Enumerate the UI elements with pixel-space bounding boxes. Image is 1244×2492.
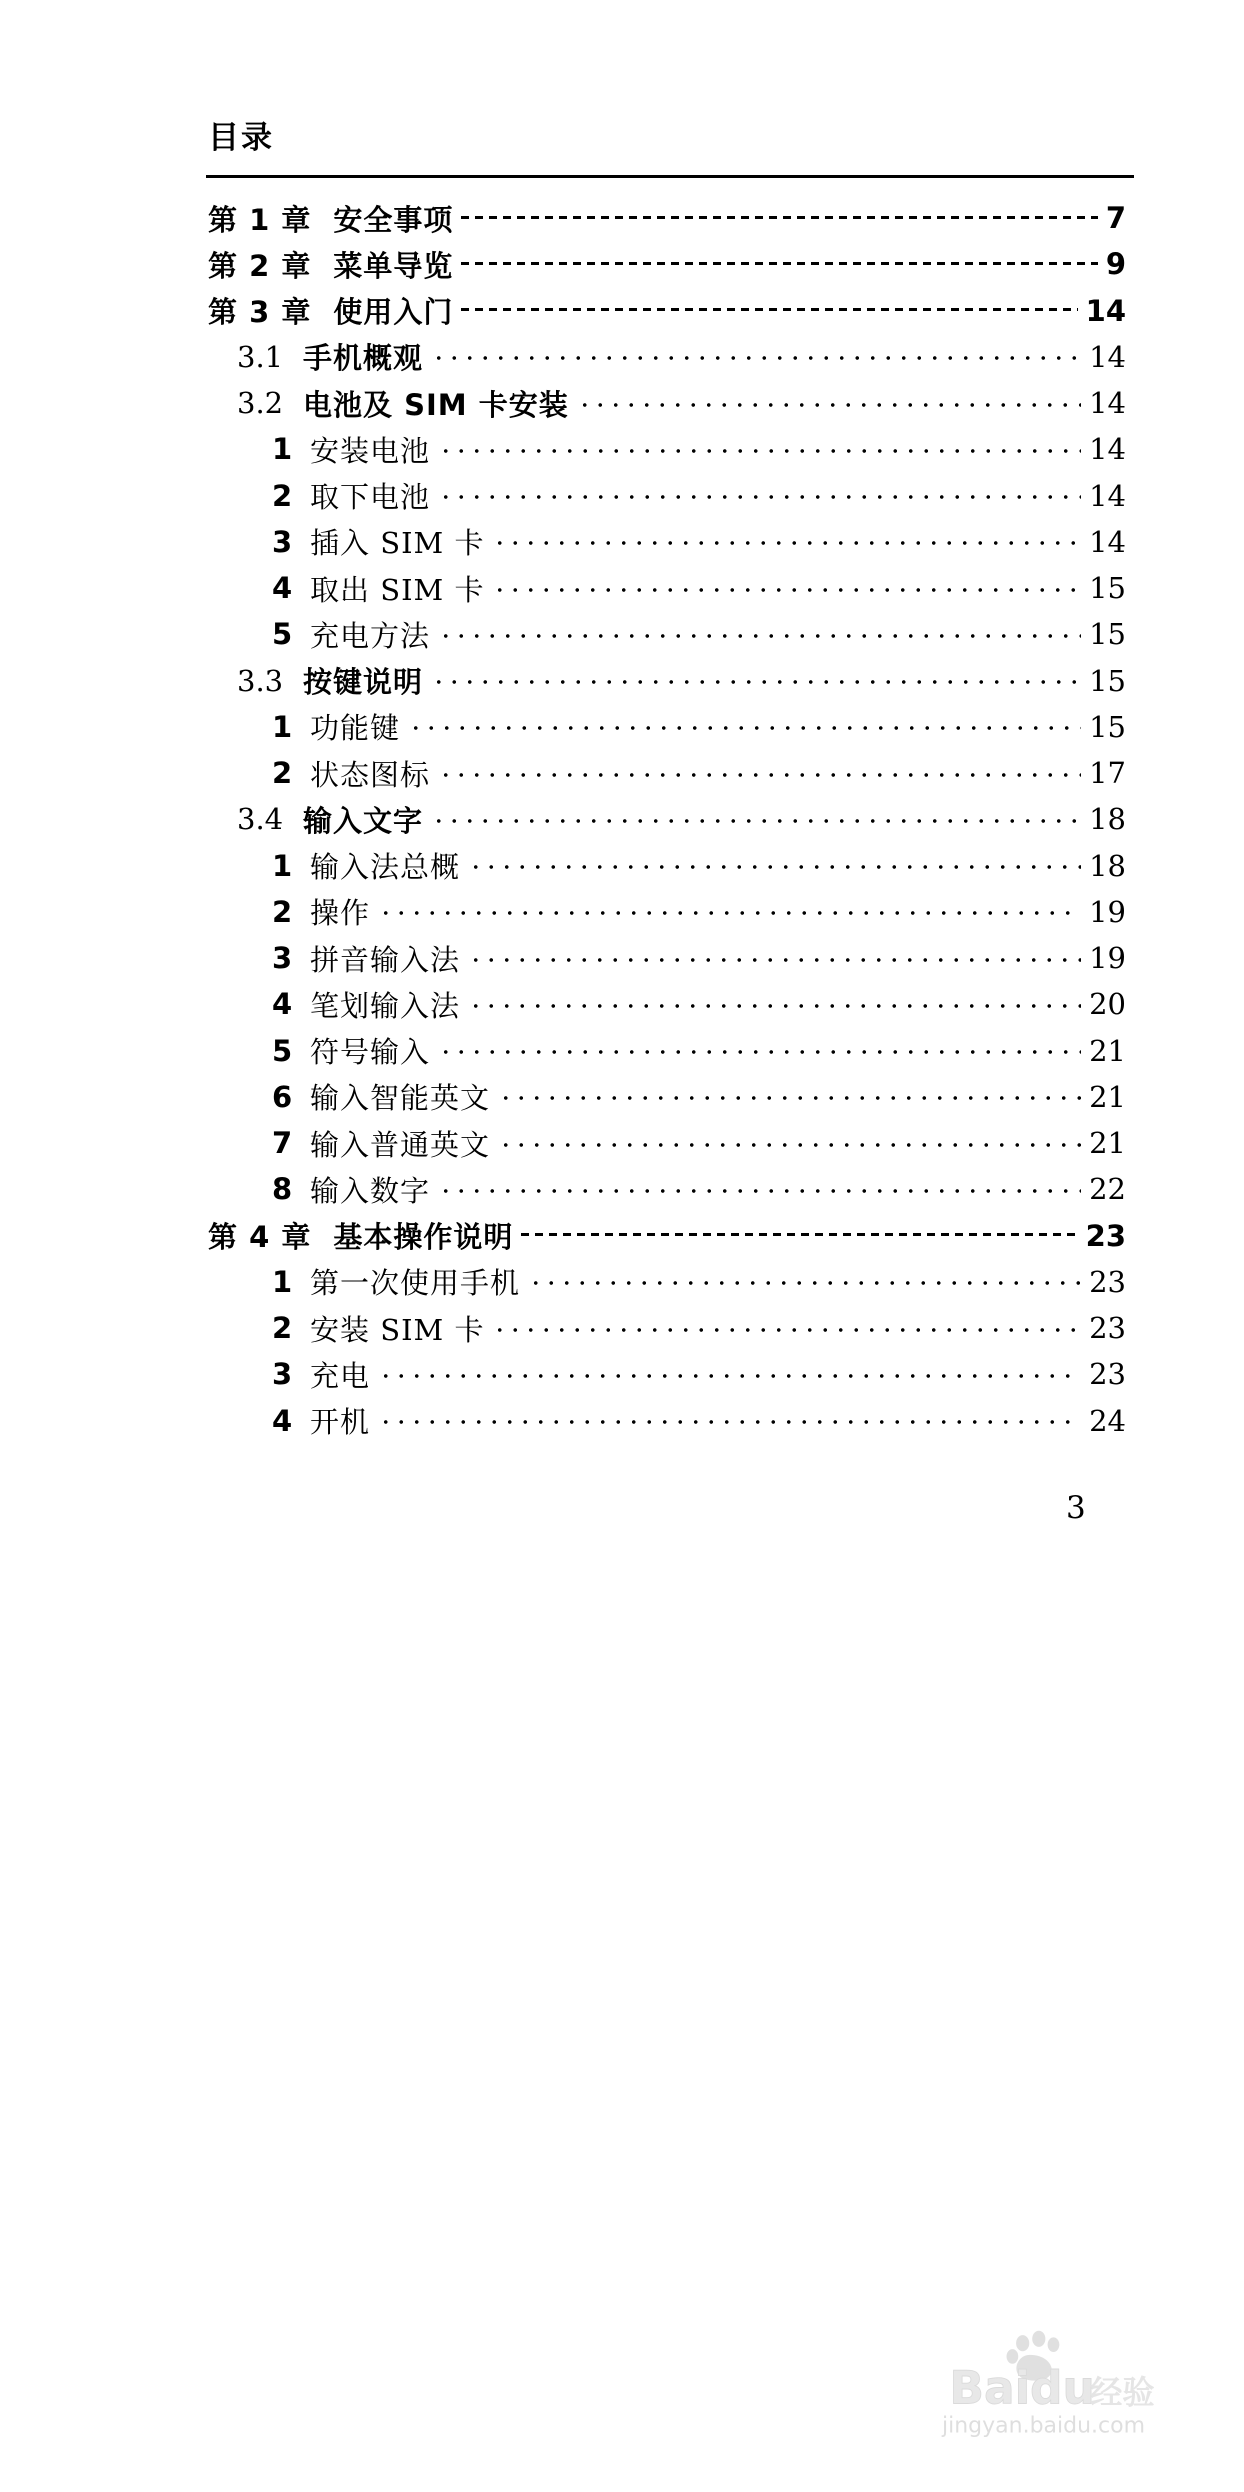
- toc-leader: [378, 1357, 1081, 1386]
- toc-leader: [461, 293, 1077, 322]
- toc-entry-number: 3.1: [237, 339, 284, 374]
- toc-leader: [438, 1172, 1081, 1201]
- toc-entry-number: 8: [272, 1172, 293, 1207]
- toc-entry-title: 操作: [310, 896, 371, 931]
- toc-entry-page: 19: [1089, 894, 1126, 929]
- toc-entry-page: 14: [1089, 524, 1126, 559]
- toc-entry[interactable]: [0, 519, 1244, 565]
- toc-entry-page: 23: [1089, 1264, 1126, 1299]
- toc-entry-title: 充电: [310, 1358, 371, 1393]
- toc-entry-page: 18: [1089, 802, 1126, 837]
- toc-entry-number: 2: [272, 1311, 293, 1346]
- toc-entry-page: 14: [1089, 478, 1126, 513]
- toc-entry[interactable]: [0, 796, 1244, 842]
- toc-entry[interactable]: [0, 704, 1244, 750]
- toc-entry-title: 第一次使用手机: [310, 1266, 521, 1301]
- toc-entry-title: 安全事项: [333, 202, 454, 237]
- toc-entry-number: 5: [272, 1033, 293, 1068]
- toc-leader: [468, 848, 1081, 877]
- toc-entry[interactable]: [0, 658, 1244, 704]
- toc-entry-page: 7: [1105, 201, 1126, 236]
- toc-entry-page: 19: [1089, 941, 1126, 976]
- svg-text:du: du: [1030, 2361, 1095, 2415]
- watermark-url: jingyan.baidu.com: [942, 2413, 1146, 2439]
- toc-entry-page: 24: [1089, 1403, 1126, 1438]
- toc-leader: [431, 663, 1081, 692]
- toc-entry-number: 1: [272, 1264, 293, 1299]
- toc-entry-number: 2: [272, 894, 293, 929]
- toc-entry-page: 14: [1085, 293, 1126, 328]
- toc-entry[interactable]: [0, 611, 1244, 657]
- toc-entry-number: 3.4: [237, 802, 284, 837]
- toc-entry[interactable]: [0, 380, 1244, 426]
- toc-entry[interactable]: [0, 1259, 1244, 1305]
- toc-entry-page: 14: [1089, 339, 1126, 374]
- table-of-contents: [0, 195, 1244, 1444]
- toc-leader: [492, 1311, 1081, 1340]
- baidu-paw-logo-icon: [880, 2330, 1180, 2440]
- toc-entry-page: 23: [1089, 1357, 1126, 1392]
- toc-entry-title: 取出 SIM 卡: [310, 572, 485, 607]
- toc-leader: [468, 941, 1081, 970]
- toc-entry-page: 23: [1089, 1311, 1126, 1346]
- toc-entry-title: 输入法总概: [310, 850, 461, 885]
- toc-leader: [438, 432, 1081, 461]
- toc-entry-title: 功能键: [310, 711, 401, 746]
- toc-entry-number: 4: [272, 571, 293, 606]
- toc-entry-title: 输入智能英文: [310, 1081, 491, 1116]
- toc-leader: [378, 1403, 1081, 1432]
- toc-entry-number: 第 1 章: [208, 202, 312, 237]
- toc-entry-page: 14: [1089, 386, 1126, 421]
- toc-entry[interactable]: [0, 889, 1244, 935]
- toc-leader: [461, 201, 1097, 230]
- toc-entry[interactable]: [0, 935, 1244, 981]
- toc-entry-title: 拼音输入法: [310, 942, 461, 977]
- toc-entry-number: 4: [272, 987, 293, 1022]
- toc-leader: [378, 894, 1081, 923]
- toc-entry-title: 输入文字: [303, 803, 424, 838]
- toc-entry[interactable]: [0, 1398, 1244, 1444]
- toc-entry[interactable]: [0, 1074, 1244, 1120]
- toc-entry-number: 第 4 章: [208, 1220, 312, 1255]
- toc-entry-title: 按键说明: [303, 665, 424, 700]
- svg-text:经验: 经验: [1090, 2373, 1155, 2412]
- toc-entry[interactable]: [0, 473, 1244, 519]
- toc-entry[interactable]: [0, 241, 1244, 287]
- toc-entry-title: 充电方法: [310, 618, 431, 653]
- heading-divider: [206, 175, 1134, 178]
- toc-leader: [438, 617, 1081, 646]
- toc-leader: [521, 1218, 1077, 1247]
- toc-entry-page: 15: [1089, 617, 1126, 652]
- toc-leader: [438, 756, 1081, 785]
- toc-entry-title: 取下电池: [310, 480, 431, 515]
- toc-entry-number: 第 2 章: [208, 248, 312, 283]
- toc-entry-page: 14: [1089, 432, 1126, 467]
- toc-entry-number: 2: [272, 478, 293, 513]
- toc-entry-number: 2: [272, 756, 293, 791]
- toc-entry-page: 23: [1085, 1218, 1126, 1253]
- toc-entry-number: 6: [272, 1079, 293, 1114]
- toc-entry-title: 笔划输入法: [310, 988, 461, 1023]
- toc-entry[interactable]: [0, 565, 1244, 611]
- toc-entry-title: 安装电池: [310, 433, 431, 468]
- toc-entry-title: 开机: [310, 1405, 371, 1440]
- toc-leader: [498, 1079, 1081, 1108]
- toc-entry[interactable]: [0, 1351, 1244, 1397]
- toc-leader: [438, 478, 1081, 507]
- toc-entry-number: 3.2: [237, 386, 284, 421]
- toc-entry[interactable]: [0, 1120, 1244, 1166]
- toc-leader: [431, 339, 1081, 368]
- toc-entry-number: 3: [272, 524, 293, 559]
- toc-entry[interactable]: [0, 195, 1244, 241]
- toc-leader: [431, 802, 1081, 831]
- toc-entry-page: 9: [1105, 247, 1126, 282]
- toc-entry[interactable]: [0, 334, 1244, 380]
- toc-entry-number: 3: [272, 941, 293, 976]
- toc-entry-number: 4: [272, 1403, 293, 1438]
- toc-entry[interactable]: [0, 981, 1244, 1027]
- toc-entry-page: 20: [1089, 987, 1126, 1022]
- toc-entry-title: 基本操作说明: [333, 1220, 514, 1255]
- toc-entry-page: 15: [1089, 663, 1126, 698]
- toc-entry-page: 21: [1089, 1126, 1126, 1161]
- page-title: 目录: [208, 120, 274, 156]
- toc-entry-number: 3: [272, 1357, 293, 1392]
- toc-entry[interactable]: [0, 1213, 1244, 1259]
- toc-entry-title: 手机概观: [303, 341, 424, 376]
- toc-leader: [492, 571, 1081, 600]
- toc-leader: [577, 386, 1081, 415]
- svg-text:Bai: Bai: [949, 2361, 1031, 2415]
- toc-leader: [498, 1126, 1081, 1155]
- toc-entry-page: 21: [1089, 1079, 1126, 1114]
- toc-entry-title: 符号输入: [310, 1035, 431, 1070]
- page-number: 3: [1066, 1490, 1086, 1526]
- toc-entry-number: 1: [272, 432, 293, 467]
- toc-entry-page: 22: [1089, 1172, 1126, 1207]
- toc-entry-title: 状态图标: [310, 757, 431, 792]
- toc-entry-title: 菜单导览: [333, 248, 454, 283]
- toc-entry-number: 5: [272, 617, 293, 652]
- toc-entry-page: 21: [1089, 1033, 1126, 1068]
- toc-leader: [528, 1264, 1081, 1293]
- toc-entry-title: 电池及 SIM 卡安装: [303, 387, 569, 422]
- toc-entry[interactable]: [0, 843, 1244, 889]
- toc-entry[interactable]: [0, 1305, 1244, 1351]
- toc-entry-title: 输入数字: [310, 1173, 431, 1208]
- toc-entry[interactable]: [0, 426, 1244, 472]
- baidu-jingyan-watermark: [880, 2330, 1180, 2480]
- toc-leader: [408, 709, 1081, 738]
- toc-entry-title: 输入普通英文: [310, 1127, 491, 1162]
- toc-entry-page: 18: [1089, 848, 1126, 883]
- toc-entry-number: 1: [272, 848, 293, 883]
- toc-entry-number: 3.3: [237, 663, 284, 698]
- toc-entry-number: 第 3 章: [208, 295, 312, 330]
- toc-entry-page: 15: [1089, 571, 1126, 606]
- toc-entry[interactable]: [0, 750, 1244, 796]
- toc-entry-title: 使用入门: [333, 295, 454, 330]
- toc-entry-number: 1: [272, 709, 293, 744]
- toc-entry-title: 插入 SIM 卡: [310, 526, 485, 561]
- toc-leader: [438, 1033, 1081, 1062]
- toc-leader: [468, 987, 1081, 1016]
- toc-entry-page: 17: [1089, 756, 1126, 791]
- toc-leader: [492, 524, 1081, 553]
- toc-entry-number: 7: [272, 1126, 293, 1161]
- toc-entry[interactable]: [0, 1028, 1244, 1074]
- toc-entry-title: 安装 SIM 卡: [310, 1312, 485, 1347]
- toc-entry[interactable]: [0, 288, 1244, 334]
- toc-entry[interactable]: [0, 1166, 1244, 1212]
- toc-entry-page: 15: [1089, 709, 1126, 744]
- toc-leader: [461, 247, 1097, 276]
